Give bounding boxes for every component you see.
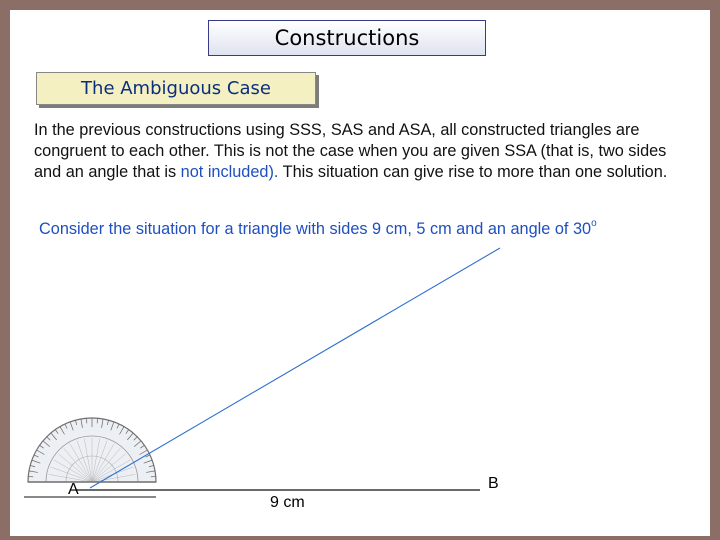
base-length-label: 9 cm [270, 494, 305, 511]
intro-text-part2: This situation can give rise to more than one solution. [278, 163, 668, 181]
degree-symbol: o [591, 218, 597, 229]
section-subtitle: The Ambiguous Case [36, 72, 316, 105]
angle-line-30deg [90, 248, 500, 488]
slide-title: Constructions [208, 20, 486, 56]
construction-diagram [10, 10, 710, 536]
protractor-icon [28, 418, 156, 482]
intro-text-part1: In the previous constructions using SSS, SAS and ASA, all constructed triangles are congruent to each other. This is not the case when you are given SSA (that is, two sides and an angle that is [34, 121, 667, 181]
consider-text: Consider the situation for a triangle with sides 9 cm, 5 cm and an angle of 30 [39, 220, 592, 238]
slide-canvas [10, 10, 710, 536]
intro-highlight: not included). [180, 163, 279, 181]
point-b-label: B [488, 475, 499, 492]
point-a-label: A [68, 481, 79, 498]
